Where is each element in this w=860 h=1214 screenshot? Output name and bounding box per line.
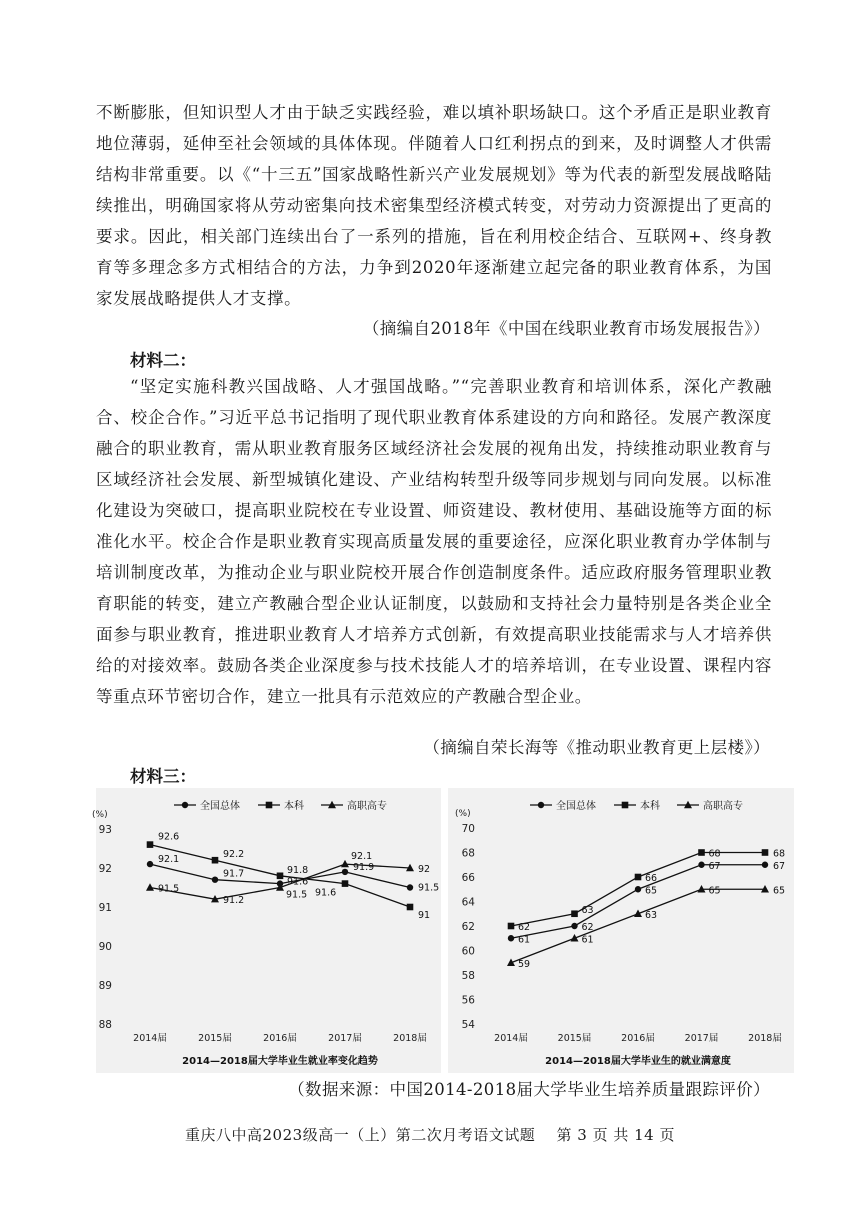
x-tick-label: 2015届 bbox=[198, 1033, 232, 1044]
data-label: 92.1 bbox=[158, 854, 180, 866]
data-label: 91.6 bbox=[287, 876, 309, 888]
data-point bbox=[635, 886, 641, 892]
data-point bbox=[508, 923, 515, 930]
employment-rate-chart-svg bbox=[92, 788, 441, 1073]
data-point bbox=[762, 862, 768, 868]
y-tick-label: 60 bbox=[461, 945, 475, 958]
y-tick-label: 88 bbox=[98, 1019, 112, 1031]
data-label: 62 bbox=[518, 922, 531, 933]
y-tick-label: 70 bbox=[461, 823, 475, 835]
x-tick-label: 2014届 bbox=[494, 1033, 528, 1044]
data-label: 65 bbox=[708, 885, 721, 897]
data-label: 91.8 bbox=[287, 864, 309, 876]
data-point bbox=[635, 874, 642, 881]
x-tick-label: 2014届 bbox=[133, 1033, 167, 1044]
data-label: 61 bbox=[518, 934, 531, 946]
y-tick-label: 92 bbox=[98, 863, 112, 875]
material1-source: （摘编自2018年《中国在线职业教育市场发展报告》） bbox=[362, 319, 770, 338]
data-point bbox=[508, 935, 514, 941]
material2-heading: 材料二： bbox=[130, 351, 196, 370]
legend-label: 本科 bbox=[640, 801, 660, 812]
data-label: 68 bbox=[773, 848, 786, 860]
data-point bbox=[698, 849, 705, 856]
legend-label: 全国总体 bbox=[200, 801, 240, 812]
data-label: 92 bbox=[418, 864, 431, 875]
data-label: 63 bbox=[645, 909, 658, 921]
data-label: 62 bbox=[581, 922, 594, 933]
page-footer bbox=[0, 1124, 860, 1145]
data-point bbox=[571, 910, 578, 917]
data-label: 67 bbox=[773, 860, 786, 872]
data-label: 65 bbox=[773, 885, 786, 897]
data-point bbox=[407, 904, 414, 911]
job-satisfaction-chart-svg bbox=[448, 788, 794, 1073]
data-point bbox=[147, 841, 154, 848]
y-axis-unit: (%) bbox=[455, 809, 471, 819]
y-axis-unit: (%) bbox=[92, 810, 108, 820]
data-point bbox=[342, 880, 349, 887]
y-tick-label: 58 bbox=[461, 970, 475, 982]
chart-title: 2014—2018届大学毕业生就业率变化趋势 bbox=[182, 1056, 378, 1067]
legend-label: 高职高专 bbox=[703, 801, 743, 812]
data-point bbox=[342, 869, 348, 875]
data-point bbox=[341, 860, 349, 867]
x-tick-label: 2016届 bbox=[263, 1033, 297, 1044]
x-tick-label: 2017届 bbox=[684, 1033, 719, 1044]
legend-label: 全国总体 bbox=[556, 801, 596, 812]
job-satisfaction-chart bbox=[448, 788, 794, 1073]
data-label: 91.6 bbox=[315, 887, 337, 899]
legend-marker bbox=[538, 802, 544, 808]
data-label: 91.5 bbox=[158, 883, 180, 895]
data-label: 91 bbox=[418, 910, 431, 921]
legend-label: 本科 bbox=[284, 801, 304, 812]
footer-page-number: 第 3 页 共 14 页 bbox=[556, 1126, 675, 1144]
legend-marker bbox=[182, 802, 188, 808]
y-tick-label: 64 bbox=[461, 896, 475, 909]
data-point bbox=[147, 861, 153, 867]
material1-paragraph: 不断膨胀，但知识型人才由于缺乏实践经验，难以填补职场缺口。这个矛盾正是职业教育地位薄弱，延伸至社会领域的具体体现。伴随着人口红利拐点的到来，及时调整人才供需结构非常重要。以《“十三五”国家战略性新兴产业发展规划》等为代表的新型发展战略陆续推出，明确国家将从劳动密集向技术密集型经济模式转变，对劳动力资源提出了更高的要求。因此，相关部门连续出台了一系列的措施，旨在利用校企结合、互联网+、终身教育等多理念多方式相结合的方法，力争到2020年逐渐建立起完备的职业教育体系，为国家发展战略提供人才支撑。 bbox=[96, 103, 772, 308]
data-label: 91.7 bbox=[223, 868, 245, 880]
x-tick-label: 2016届 bbox=[621, 1033, 655, 1044]
data-label: 91.9 bbox=[353, 861, 375, 873]
data-label: 63 bbox=[581, 904, 594, 916]
data-label: 67 bbox=[708, 860, 721, 872]
data-point bbox=[212, 857, 219, 864]
material3-heading: 材料三： bbox=[130, 767, 196, 786]
data-label: 92.6 bbox=[158, 831, 180, 843]
chart-title: 2014—2018届大学毕业生的就业满意度 bbox=[545, 1056, 731, 1067]
material3-source: （数据来源：中国2014-2018届大学毕业生培养质量跟踪评价） bbox=[288, 1080, 770, 1099]
data-label: 91.5 bbox=[286, 889, 308, 901]
material2-paragraph: “坚定实施科教兴国战略、人才强国战略。”“完善职业教育和培训体系，深化产教融合、校企合作。”习近平总书记指明了现代职业教育体系建设的方向和路径。发展产教深度融合的职业教育，需从职业教育服务区域经济社会发展的视角出发，持续推动职业教育与区域经济社会发展、新型城镇化建设、产业结构转型升级等同步规划与同向发展。以标准化建设为突破口，提高职业院校在专业设置、师资建设、教材使用、基础设施等方面的标准化水平。校企合作是职业教育实现高质量发展的重要途径，应深化职业教育办学体制与培训制度改革，为推动企业与职业院校开展合作创造制度条件。适应政府服务管理职业教育职能的转变，建立产教融合型企业认证制度，以鼓励和支持社会力量特别是各类企业全面参与职业教育，推进职业教育人才培养方式创新，有效提高职业技能需求与人才培养供给的对接效率。鼓励各类企业深度参与技术技能人才的培养培训，在专业设置、课程内容等重点环节密切合作，建立一批具有示范效应的产教融合型企业。 bbox=[96, 377, 772, 706]
data-point bbox=[212, 877, 218, 883]
data-label: 92.1 bbox=[351, 851, 373, 863]
y-tick-label: 68 bbox=[461, 847, 475, 860]
y-tick-label: 66 bbox=[461, 872, 475, 884]
x-tick-label: 2015届 bbox=[557, 1033, 592, 1044]
data-label: 61 bbox=[581, 934, 594, 946]
legend-label: 高职高专 bbox=[347, 801, 387, 812]
data-point bbox=[407, 884, 413, 890]
x-tick-label: 2018届 bbox=[748, 1033, 782, 1044]
data-point bbox=[698, 862, 704, 868]
legend-marker bbox=[266, 802, 273, 809]
data-point bbox=[277, 873, 284, 880]
footer-exam-title: 重庆八中高2023级高一（上）第二次月考语文试题 bbox=[185, 1126, 536, 1144]
data-label: 92.2 bbox=[223, 849, 245, 861]
x-tick-label: 2018届 bbox=[393, 1033, 427, 1044]
y-tick-label: 90 bbox=[98, 941, 112, 953]
series-line bbox=[511, 889, 765, 963]
y-tick-label: 91 bbox=[98, 902, 112, 914]
data-label: 59 bbox=[518, 958, 531, 970]
data-label: 66 bbox=[645, 873, 658, 884]
y-tick-label: 54 bbox=[461, 1019, 475, 1031]
x-tick-label: 2017届 bbox=[328, 1033, 362, 1044]
data-label: 91.5 bbox=[418, 882, 440, 894]
y-tick-label: 62 bbox=[461, 921, 475, 933]
data-label: 91.2 bbox=[223, 895, 245, 907]
y-tick-label: 93 bbox=[98, 824, 112, 836]
data-label: 65 bbox=[645, 885, 658, 897]
data-label: 68 bbox=[708, 848, 721, 860]
material2-source: （摘编自荣长海等《推动职业教育更上层楼》） bbox=[423, 738, 770, 757]
data-point bbox=[762, 849, 769, 856]
data-point bbox=[571, 923, 577, 929]
data-point bbox=[146, 883, 154, 890]
legend-marker bbox=[622, 802, 629, 809]
employment-rate-chart bbox=[92, 788, 441, 1073]
y-tick-label: 89 bbox=[98, 980, 112, 992]
y-tick-label: 56 bbox=[461, 994, 475, 1007]
